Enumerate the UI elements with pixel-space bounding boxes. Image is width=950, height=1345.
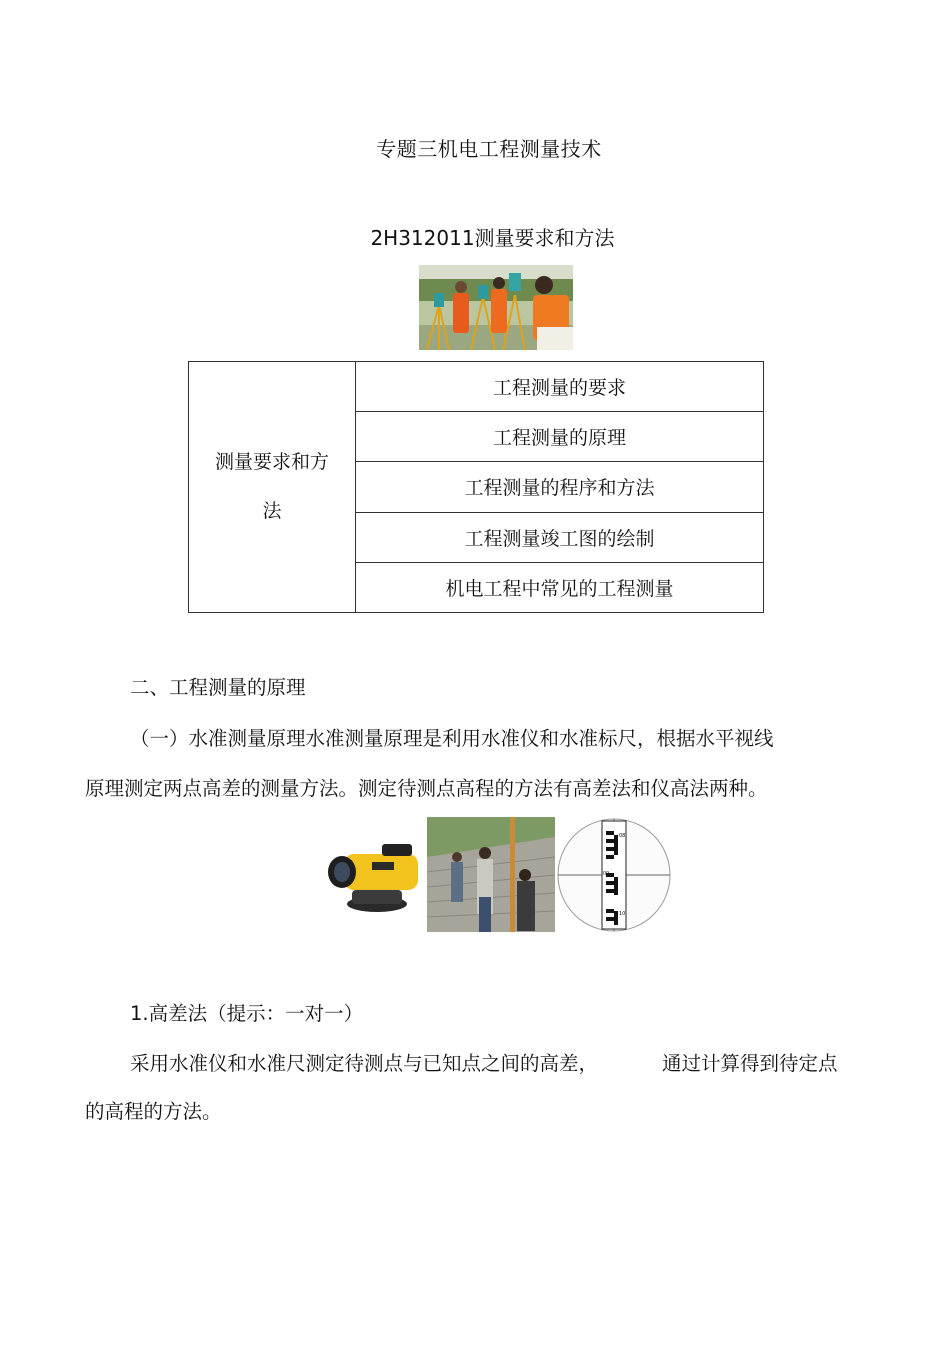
outline-row-5: 机电工程中常见的工程测量 xyxy=(356,562,764,612)
outline-row-4: 工程测量竣工图的绘制 xyxy=(356,512,764,562)
staff-mark-10: 10 xyxy=(619,911,626,917)
outline-left-label xyxy=(189,362,356,613)
outline-table xyxy=(188,361,764,613)
staff-mark-08: 08 xyxy=(619,833,626,839)
outline-left-label-line2: 法 xyxy=(262,500,282,522)
outline-left-label-line1: 测量要求和方 xyxy=(214,451,329,473)
paragraph2-line1-part2: 通过计算得到待定点 xyxy=(662,1052,838,1075)
field-leveling-photo xyxy=(427,817,555,932)
paragraph2-line1-part1: 采用水准仪和水准尺测定待测点与已知点之间的高差， xyxy=(130,1052,599,1075)
paragraph1-line1: （一）水准测量原理水准测量原理是利用水准仪和水准标尺，根据水平视线 xyxy=(130,727,774,750)
outline-row-3: 工程测量的程序和方法 xyxy=(356,462,764,512)
section-heading: 二、工程测量的原理 xyxy=(130,676,306,699)
paragraph1-line2: 原理测定两点高差的测量方法。测定待测点高程的方法有高差法和仪高法两种。 xyxy=(85,777,768,800)
reticle-view-diagram xyxy=(556,817,672,933)
outline-row-1: 工程测量的要求 xyxy=(356,362,764,412)
level-instrument-photo xyxy=(322,832,422,916)
surveyors-photo xyxy=(419,265,573,350)
staff-mark-09: 09 xyxy=(603,871,610,877)
section-subtitle: 2H312011测量要求和方法 xyxy=(370,226,615,250)
subsection-heading: 1.高差法（提示：一对一） xyxy=(130,1002,364,1025)
page-title: 专题三机电工程测量技术 xyxy=(376,137,602,161)
outline-row-2: 工程测量的原理 xyxy=(356,412,764,462)
paragraph2-line2: 的高程的方法。 xyxy=(85,1100,222,1123)
